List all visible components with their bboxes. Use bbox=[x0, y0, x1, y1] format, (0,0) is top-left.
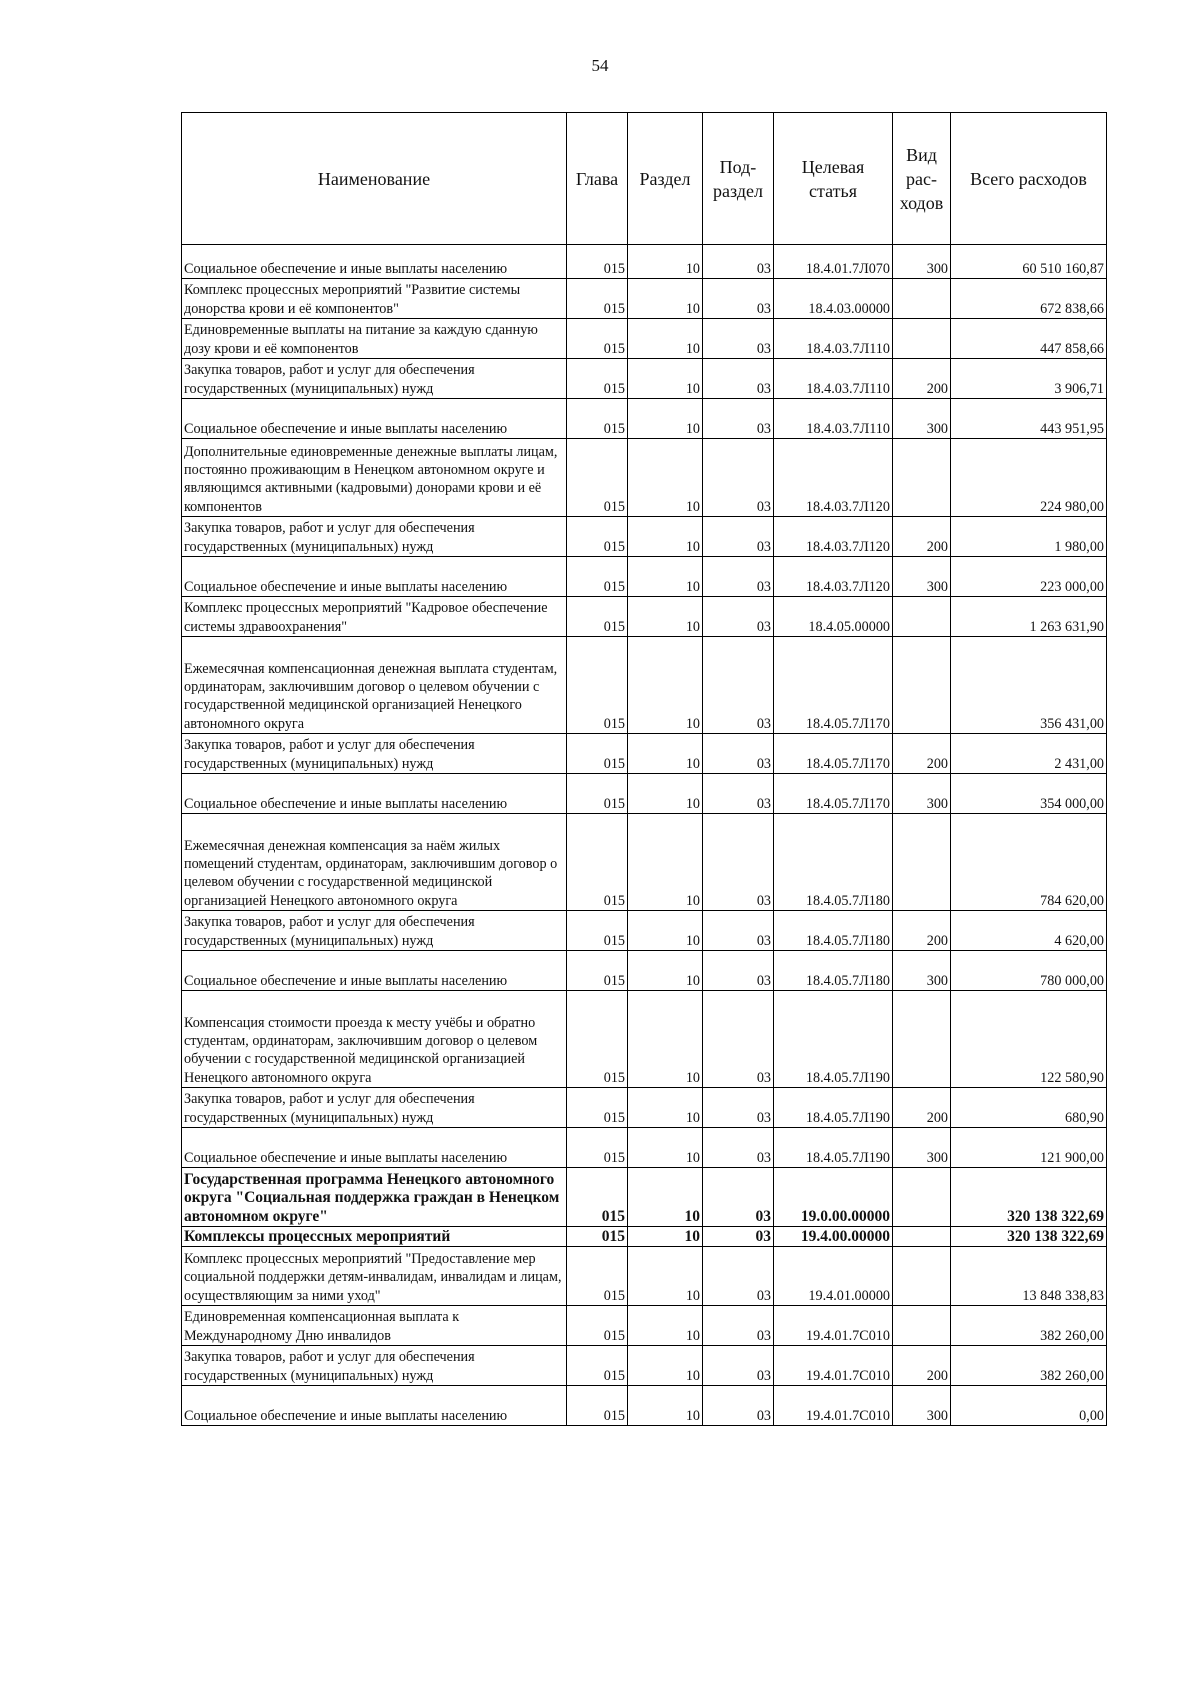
cell-section: 10 bbox=[628, 814, 703, 911]
cell-name: Социальное обеспечение и иные выплаты населению bbox=[182, 557, 567, 597]
cell-target: 18.4.05.7Л190 bbox=[774, 991, 893, 1088]
cell-name: Социальное обеспечение и иные выплаты населению bbox=[182, 951, 567, 991]
cell-subsection: 03 bbox=[703, 279, 774, 319]
cell-name: Компенсация стоимости проезда к месту учёбы и обратно студентам, ординаторам, заключившим договор о целевом обучении с государственной медицинской организацией Ненецкого автономного округа bbox=[182, 991, 567, 1088]
cell-target: 18.4.05.00000 bbox=[774, 597, 893, 637]
cell-section: 10 bbox=[628, 991, 703, 1088]
table-row bbox=[182, 637, 1107, 734]
cell-name: Единовременная компенсационная выплата к Международному Дню инвалидов bbox=[182, 1306, 567, 1346]
table-row bbox=[182, 1306, 1107, 1346]
cell-total: 4 620,00 bbox=[951, 911, 1107, 951]
cell-total: 382 260,00 bbox=[951, 1346, 1107, 1386]
cell-total: 443 951,95 bbox=[951, 399, 1107, 439]
cell-chapter: 015 bbox=[567, 911, 628, 951]
header-target: Целевая статья bbox=[774, 113, 893, 245]
cell-chapter: 015 bbox=[567, 734, 628, 774]
cell-total: 354 000,00 bbox=[951, 774, 1107, 814]
cell-target: 18.4.03.00000 bbox=[774, 279, 893, 319]
cell-chapter: 015 bbox=[567, 1346, 628, 1386]
table-row bbox=[182, 439, 1107, 517]
cell-subsection: 03 bbox=[703, 637, 774, 734]
cell-expense-type: 300 bbox=[893, 1386, 951, 1426]
cell-section: 10 bbox=[628, 1227, 703, 1247]
cell-chapter: 015 bbox=[567, 774, 628, 814]
header-section: Раздел bbox=[628, 113, 703, 245]
cell-expense-type: 200 bbox=[893, 517, 951, 557]
cell-target: 18.4.03.7Л110 bbox=[774, 359, 893, 399]
cell-section: 10 bbox=[628, 1346, 703, 1386]
cell-subsection: 03 bbox=[703, 991, 774, 1088]
cell-target: 18.4.05.7Л190 bbox=[774, 1088, 893, 1128]
table-row bbox=[182, 517, 1107, 557]
cell-section: 10 bbox=[628, 279, 703, 319]
table-row bbox=[182, 1128, 1107, 1168]
cell-section: 10 bbox=[628, 1168, 703, 1227]
cell-expense-type bbox=[893, 597, 951, 637]
cell-subsection: 03 bbox=[703, 1346, 774, 1386]
cell-name: Закупка товаров, работ и услуг для обеспечения государственных (муниципальных) нужд bbox=[182, 1346, 567, 1386]
cell-name: Закупка товаров, работ и услуг для обеспечения государственных (муниципальных) нужд bbox=[182, 1088, 567, 1128]
cell-target: 18.4.05.7Л180 bbox=[774, 814, 893, 911]
page-number: 54 bbox=[591, 56, 609, 75]
cell-target: 19.4.01.7С010 bbox=[774, 1386, 893, 1426]
cell-section: 10 bbox=[628, 597, 703, 637]
cell-subsection: 03 bbox=[703, 517, 774, 557]
cell-chapter: 015 bbox=[567, 1386, 628, 1426]
table-row bbox=[182, 991, 1107, 1088]
table-row bbox=[182, 1346, 1107, 1386]
cell-expense-type bbox=[893, 439, 951, 517]
table-row bbox=[182, 319, 1107, 359]
cell-chapter: 015 bbox=[567, 439, 628, 517]
cell-total: 0,00 bbox=[951, 1386, 1107, 1426]
cell-total: 224 980,00 bbox=[951, 439, 1107, 517]
cell-subsection: 03 bbox=[703, 399, 774, 439]
table-row bbox=[182, 557, 1107, 597]
header-total: Всего расходов bbox=[951, 113, 1107, 245]
cell-expense-type: 200 bbox=[893, 359, 951, 399]
table-row bbox=[182, 911, 1107, 951]
cell-name: Государственная программа Ненецкого автономного округа "Социальная поддержка граждан в Ненецком автономном округе" bbox=[182, 1168, 567, 1227]
cell-section: 10 bbox=[628, 245, 703, 279]
cell-total: 1 980,00 bbox=[951, 517, 1107, 557]
cell-target: 18.4.05.7Л170 bbox=[774, 774, 893, 814]
cell-target: 18.4.05.7Л170 bbox=[774, 637, 893, 734]
header-expense-type: Вид рас- ходов bbox=[893, 113, 951, 245]
cell-chapter: 015 bbox=[567, 991, 628, 1088]
cell-subsection: 03 bbox=[703, 557, 774, 597]
table-row bbox=[182, 399, 1107, 439]
cell-expense-type: 300 bbox=[893, 399, 951, 439]
cell-name: Социальное обеспечение и иные выплаты населению bbox=[182, 1128, 567, 1168]
cell-subsection: 03 bbox=[703, 951, 774, 991]
cell-target: 18.4.03.7Л120 bbox=[774, 517, 893, 557]
cell-expense-type bbox=[893, 1306, 951, 1346]
cell-section: 10 bbox=[628, 557, 703, 597]
table-row bbox=[182, 1088, 1107, 1128]
cell-chapter: 015 bbox=[567, 1088, 628, 1128]
cell-total: 60 510 160,87 bbox=[951, 245, 1107, 279]
cell-target: 19.4.01.7С010 bbox=[774, 1306, 893, 1346]
cell-name: Комплекс процессных мероприятий "Кадровое обеспечение системы здравоохранения" bbox=[182, 597, 567, 637]
cell-target: 19.4.00.00000 bbox=[774, 1227, 893, 1247]
header-chapter: Глава bbox=[567, 113, 628, 245]
cell-subsection: 03 bbox=[703, 734, 774, 774]
cell-target: 18.4.05.7Л190 bbox=[774, 1128, 893, 1168]
cell-total: 382 260,00 bbox=[951, 1306, 1107, 1346]
cell-name: Комплекс процессных мероприятий "Предоставление мер социальной поддержки детям-инвалидам, инвалидам и лицам, осуществляющим за ними уход" bbox=[182, 1247, 567, 1306]
cell-name: Дополнительные единовременные денежные выплаты лицам, постоянно проживающим в Ненецком автономном округе и являющимся активными (кадровыми) донорами крови и её компонентов bbox=[182, 439, 567, 517]
cell-total: 122 580,90 bbox=[951, 991, 1107, 1088]
cell-total: 672 838,66 bbox=[951, 279, 1107, 319]
table-row bbox=[182, 1247, 1107, 1306]
cell-total: 447 858,66 bbox=[951, 319, 1107, 359]
table-row bbox=[182, 814, 1107, 911]
cell-section: 10 bbox=[628, 1128, 703, 1168]
cell-chapter: 015 bbox=[567, 597, 628, 637]
cell-subsection: 03 bbox=[703, 245, 774, 279]
cell-subsection: 03 bbox=[703, 1306, 774, 1346]
cell-name: Ежемесячная компенсационная денежная выплата студентам, ординаторам, заключившим договор о целевом обучении с государственной медицинской организацией Ненецкого автономного округа bbox=[182, 637, 567, 734]
cell-name: Ежемесячная денежная компенсация за наём жилых помещений студентам, ординаторам, заключившим договор о целевом обучении с государственной медицинской организацией Ненецкого автономного округа bbox=[182, 814, 567, 911]
cell-section: 10 bbox=[628, 1306, 703, 1346]
cell-target: 18.4.03.7Л120 bbox=[774, 439, 893, 517]
cell-name: Закупка товаров, работ и услуг для обеспечения государственных (муниципальных) нужд bbox=[182, 734, 567, 774]
cell-expense-type bbox=[893, 279, 951, 319]
cell-section: 10 bbox=[628, 517, 703, 557]
cell-subsection: 03 bbox=[703, 597, 774, 637]
table-row bbox=[182, 359, 1107, 399]
cell-expense-type bbox=[893, 637, 951, 734]
cell-name: Комплексы процессных мероприятий bbox=[182, 1227, 567, 1247]
cell-section: 10 bbox=[628, 911, 703, 951]
cell-expense-type: 200 bbox=[893, 1346, 951, 1386]
cell-chapter: 015 bbox=[567, 1247, 628, 1306]
table-row bbox=[182, 1386, 1107, 1426]
table-row bbox=[182, 597, 1107, 637]
cell-chapter: 015 bbox=[567, 399, 628, 439]
cell-subsection: 03 bbox=[703, 774, 774, 814]
cell-expense-type: 300 bbox=[893, 774, 951, 814]
cell-total: 13 848 338,83 bbox=[951, 1247, 1107, 1306]
cell-name: Социальное обеспечение и иные выплаты населению bbox=[182, 1386, 567, 1426]
cell-section: 10 bbox=[628, 359, 703, 399]
cell-subsection: 03 bbox=[703, 439, 774, 517]
table-row bbox=[182, 279, 1107, 319]
cell-name: Закупка товаров, работ и услуг для обеспечения государственных (муниципальных) нужд bbox=[182, 911, 567, 951]
cell-target: 18.4.03.7Л110 bbox=[774, 319, 893, 359]
cell-chapter: 015 bbox=[567, 951, 628, 991]
cell-target: 18.4.03.7Л110 bbox=[774, 399, 893, 439]
cell-expense-type bbox=[893, 319, 951, 359]
cell-name: Социальное обеспечение и иные выплаты населению bbox=[182, 774, 567, 814]
cell-chapter: 015 bbox=[567, 245, 628, 279]
cell-section: 10 bbox=[628, 774, 703, 814]
cell-chapter: 015 bbox=[567, 637, 628, 734]
cell-target: 18.4.05.7Л180 bbox=[774, 911, 893, 951]
cell-target: 19.4.01.7С010 bbox=[774, 1346, 893, 1386]
cell-name: Закупка товаров, работ и услуг для обеспечения государственных (муниципальных) нужд bbox=[182, 517, 567, 557]
cell-subsection: 03 bbox=[703, 1168, 774, 1227]
cell-name: Единовременные выплаты на питание за каждую сданную дозу крови и её компонентов bbox=[182, 319, 567, 359]
cell-total: 223 000,00 bbox=[951, 557, 1107, 597]
cell-expense-type: 200 bbox=[893, 1088, 951, 1128]
cell-total: 121 900,00 bbox=[951, 1128, 1107, 1168]
cell-expense-type: 200 bbox=[893, 911, 951, 951]
cell-expense-type: 200 bbox=[893, 734, 951, 774]
cell-target: 18.4.05.7Л170 bbox=[774, 734, 893, 774]
cell-expense-type: 300 bbox=[893, 557, 951, 597]
cell-section: 10 bbox=[628, 1088, 703, 1128]
cell-chapter: 015 bbox=[567, 279, 628, 319]
table-row bbox=[182, 1168, 1107, 1227]
cell-expense-type bbox=[893, 814, 951, 911]
cell-chapter: 015 bbox=[567, 517, 628, 557]
table-row bbox=[182, 245, 1107, 279]
cell-chapter: 015 bbox=[567, 557, 628, 597]
cell-total: 356 431,00 bbox=[951, 637, 1107, 734]
cell-subsection: 03 bbox=[703, 1128, 774, 1168]
cell-name: Социальное обеспечение и иные выплаты населению bbox=[182, 399, 567, 439]
cell-chapter: 015 bbox=[567, 1128, 628, 1168]
cell-section: 10 bbox=[628, 637, 703, 734]
cell-total: 320 138 322,69 bbox=[951, 1227, 1107, 1247]
table-row bbox=[182, 951, 1107, 991]
cell-chapter: 015 bbox=[567, 1227, 628, 1247]
cell-section: 10 bbox=[628, 399, 703, 439]
cell-name: Закупка товаров, работ и услуг для обеспечения государственных (муниципальных) нужд bbox=[182, 359, 567, 399]
table-row bbox=[182, 734, 1107, 774]
cell-chapter: 015 bbox=[567, 1168, 628, 1227]
cell-chapter: 015 bbox=[567, 319, 628, 359]
budget-table bbox=[181, 112, 1107, 1426]
cell-expense-type bbox=[893, 1168, 951, 1227]
cell-target: 19.0.00.00000 bbox=[774, 1168, 893, 1227]
cell-expense-type bbox=[893, 991, 951, 1088]
cell-chapter: 015 bbox=[567, 359, 628, 399]
table-header-row bbox=[182, 113, 1107, 245]
cell-subsection: 03 bbox=[703, 814, 774, 911]
cell-target: 18.4.05.7Л180 bbox=[774, 951, 893, 991]
cell-subsection: 03 bbox=[703, 911, 774, 951]
cell-name: Комплекс процессных мероприятий "Развитие системы донорства крови и её компонентов" bbox=[182, 279, 567, 319]
cell-target: 18.4.01.7Л070 bbox=[774, 245, 893, 279]
cell-section: 10 bbox=[628, 1247, 703, 1306]
cell-name: Социальное обеспечение и иные выплаты населению bbox=[182, 245, 567, 279]
cell-subsection: 03 bbox=[703, 1386, 774, 1426]
cell-chapter: 015 bbox=[567, 814, 628, 911]
cell-chapter: 015 bbox=[567, 1306, 628, 1346]
cell-subsection: 03 bbox=[703, 319, 774, 359]
table-row bbox=[182, 774, 1107, 814]
cell-expense-type bbox=[893, 1247, 951, 1306]
header-subsection: Под- раздел bbox=[703, 113, 774, 245]
cell-total: 780 000,00 bbox=[951, 951, 1107, 991]
cell-expense-type bbox=[893, 1227, 951, 1247]
cell-total: 784 620,00 bbox=[951, 814, 1107, 911]
cell-total: 320 138 322,69 bbox=[951, 1168, 1107, 1227]
header-name: Наименование bbox=[182, 113, 567, 245]
cell-subsection: 03 bbox=[703, 359, 774, 399]
cell-subsection: 03 bbox=[703, 1247, 774, 1306]
cell-section: 10 bbox=[628, 1386, 703, 1426]
cell-subsection: 03 bbox=[703, 1227, 774, 1247]
cell-target: 19.4.01.00000 bbox=[774, 1247, 893, 1306]
cell-total: 2 431,00 bbox=[951, 734, 1107, 774]
cell-section: 10 bbox=[628, 439, 703, 517]
cell-expense-type: 300 bbox=[893, 1128, 951, 1168]
cell-section: 10 bbox=[628, 951, 703, 991]
cell-subsection: 03 bbox=[703, 1088, 774, 1128]
cell-total: 680,90 bbox=[951, 1088, 1107, 1128]
table-row bbox=[182, 1227, 1107, 1247]
cell-expense-type: 300 bbox=[893, 951, 951, 991]
cell-section: 10 bbox=[628, 319, 703, 359]
cell-target: 18.4.03.7Л120 bbox=[774, 557, 893, 597]
cell-total: 3 906,71 bbox=[951, 359, 1107, 399]
cell-section: 10 bbox=[628, 734, 703, 774]
cell-total: 1 263 631,90 bbox=[951, 597, 1107, 637]
cell-expense-type: 300 bbox=[893, 245, 951, 279]
